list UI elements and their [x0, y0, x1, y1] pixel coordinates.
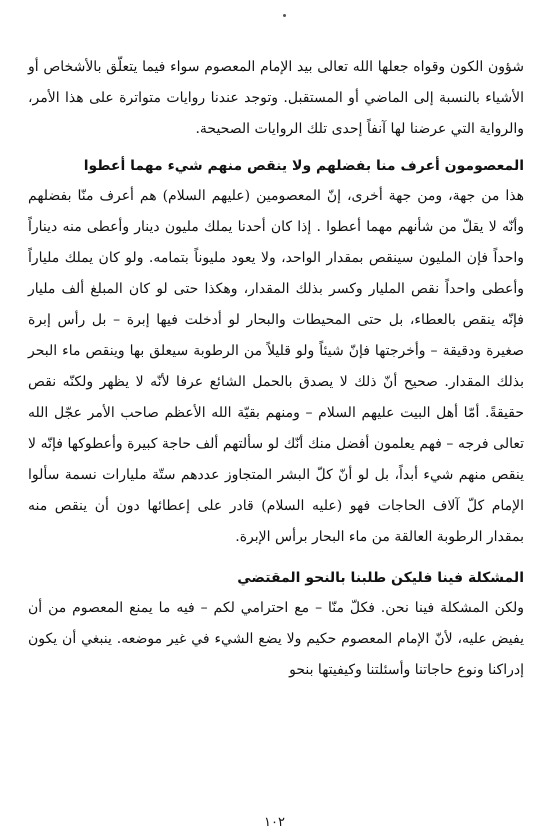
document-body: [28, 52, 524, 686]
top-dot-mark: [283, 14, 286, 17]
paragraph-2: هذا من جهة، ومن جهة أخرى، إنّ المعصومين (عليهم السلام) هم أعرف منّا بفضلهم وأنّه لا يقلّ من شأنهم مهما أعطوا . إذا كان أحدنا يملك مليون دينار وأعطى منه ديناراً واحداً فإن المليون سينقص بمقدار الواحد، ولا يعود مليوناً بتمامه. ولو كان يملك ملياراً وأعطى واحداً نقص المليار وكسر بذلك المقدار، وهكذا حتى لو كان المبلغ ألف مليار فإنّه ينقص بالعطاء، بل حتى المحيطات والبحار لو أدخلت فيها إبرة – بل رأس إبرة صغيرة ودقيقة – وأخرجتها فإنّ شيئاً ولو قليلاً من الرطوبة سيعلق بها وينقص ماء البحر بذلك المقدار. صحيح أنّ ذلك لا يصدق بالحمل الشائع عرفا لأنّه لا يظهر ولكنّه نقص حقيقةً. أمّا أهل البيت عليهم السلام – ومنهم بقيّة الله الأعظم صاحب الأمر عجّل الله تعالى فرجه – فهم يعلمون أفضل منك أنّك لو سألتهم ألف حاجة كبيرة وأعطوكها فإنّه لا ينقص منهم شيء أبداً، بل لو أنّ كلّ البشر المتجاوز عددهم ستّة مليارات نسمة سألوا الإمام كلّ آلاف الحاجات فهو (عليه السلام) قادر على إعطائها دون أن ينقص منه بمقدار الرطوبة العالقة من ماء البحار برأس الإبرة.: [28, 188, 524, 545]
paragraph-1: شؤون الكون وقواه جعلها الله تعالى بيد الإمام المعصوم سواء فيما يتعلّق بالأشخاص أو الأشياء بالنسبة إلى الماضي أو المستقبل. وتوجد عندنا روايات متواترة على هذا الأمر، والرواية التي عرضنا لها آنفاً إحدى تلك الروايات الصحيحة.: [28, 59, 524, 137]
page-number: ١٠٢: [264, 815, 285, 830]
paragraph-3: ولكن المشكلة فينا نحن. فكلّ منّا – مع احترامي لكم – فيه ما يمنع المعصوم من أن يفيض عليه، لأنّ الإمام المعصوم حكيم ولا يضع الشيء في غير موضعه. ينبغي أن يكون إدراكنا ونوع حاجاتنا وأسئلتنا وكيفيتها بنحو: [28, 600, 524, 678]
section-heading-2: المشكلة فينا فليكن طلبنا بالنحو المقتضي: [237, 570, 524, 586]
section-heading-1: المعصومون أعرف منا بفضلهم ولا ينقص منهم شيء مهما أعطوا: [83, 158, 524, 174]
